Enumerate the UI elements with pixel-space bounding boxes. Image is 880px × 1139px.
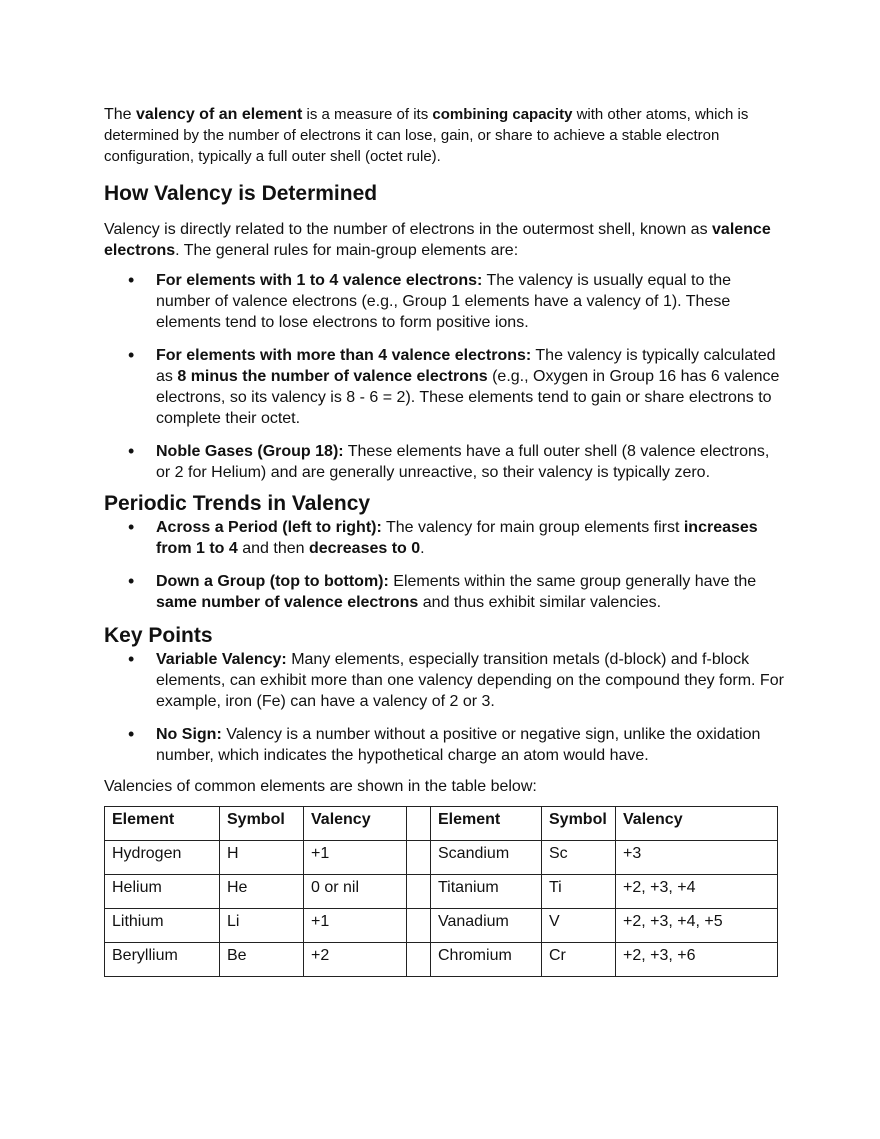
table-row	[105, 943, 778, 977]
heading-key-points: Key Points	[104, 624, 213, 647]
table-cell: Lithium	[105, 909, 220, 943]
table-cell: +2, +3, +4, +5	[616, 909, 778, 943]
table-cell: +1	[304, 909, 407, 943]
table-header-row	[105, 807, 778, 841]
table-cell: +2	[304, 943, 407, 977]
list-item: • For elements with 1 to 4 valence electrons: The valency is usually equal to the number of valence electrons (e.g., Group 1 elements have a valency of 1). These elements tend to lose electrons to form positive ions.	[104, 270, 784, 333]
trends-bullet-list	[104, 517, 784, 613]
table-cell: Hydrogen	[105, 841, 220, 875]
table-cell: Be	[220, 943, 304, 977]
table-cell: Beryllium	[105, 943, 220, 977]
table-cell: +3	[616, 841, 778, 875]
table-cell: Helium	[105, 875, 220, 909]
table-row	[105, 875, 778, 909]
table-cell: Titanium	[431, 875, 542, 909]
table-cell: V	[542, 909, 616, 943]
table-cell: Vanadium	[431, 909, 542, 943]
table-cell: He	[220, 875, 304, 909]
table-cell: Ti	[542, 875, 616, 909]
list-item: • Variable Valency: Many elements, especially transition metals (d-block) and f-block elements, can exhibit more than one valency depending on the compound they form. For example, iron (Fe) can have a valency of 2 or 3.	[104, 649, 784, 712]
table-cell: 0 or nil	[304, 875, 407, 909]
how-paragraph: Valency is directly related to the number of electrons in the outermost shell, known as valence electrons. The general rules for main-group elements are:	[104, 221, 771, 259]
table-cell: Chromium	[431, 943, 542, 977]
list-item: • Across a Period (left to right): The valency for main group elements first increases from 1 to 4 and then decreases to 0.	[104, 517, 784, 559]
table-cell: +1	[304, 841, 407, 875]
col-header-spacer	[407, 807, 431, 841]
table-row	[105, 841, 778, 875]
table-intro: Valencies of common elements are shown in the table below:	[104, 778, 537, 795]
col-header-valency: Valency	[616, 807, 778, 841]
col-header-symbol: Symbol	[542, 807, 616, 841]
how-bullet-list	[104, 270, 784, 483]
table-spacer-cell	[407, 841, 431, 875]
list-item: • No Sign: Valency is a number without a positive or negative sign, unlike the oxidation number, which indicates the hypothetical charge an atom would have.	[104, 724, 784, 766]
table-row	[105, 909, 778, 943]
col-header-symbol: Symbol	[220, 807, 304, 841]
table-cell: Scandium	[431, 841, 542, 875]
list-item: • Down a Group (top to bottom): Elements within the same group generally have the same number of valence electrons and thus exhibit similar valencies.	[104, 571, 784, 613]
table-cell: H	[220, 841, 304, 875]
table-cell: Cr	[542, 943, 616, 977]
table-spacer-cell	[407, 909, 431, 943]
table-spacer-cell	[407, 875, 431, 909]
table-spacer-cell	[407, 943, 431, 977]
heading-periodic-trends: Periodic Trends in Valency	[104, 492, 371, 515]
table-cell: +2, +3, +6	[616, 943, 778, 977]
valency-table	[104, 806, 778, 977]
heading-how-valency-determined: How Valency is Determined	[104, 182, 378, 205]
col-header-element: Element	[431, 807, 542, 841]
col-header-valency: Valency	[304, 807, 407, 841]
table-cell: Sc	[542, 841, 616, 875]
list-item: • Noble Gases (Group 18): These elements have a full outer shell (8 valence electrons, or 2 for Helium) and are generally unreactive, so their valency is typically zero.	[104, 441, 784, 483]
list-item: • For elements with more than 4 valence electrons: The valency is typically calculated as 8 minus the number of valence electrons (e.g., Oxygen in Group 16 has 6 valence electrons, so its valency is 8 - 6 = 2). These elements tend to gain or share electrons to complete their octet.	[104, 345, 784, 429]
table-cell: Li	[220, 909, 304, 943]
intro-paragraph: The valency of an element is a measure of its combining capacity with other atoms, which is determined by the number of electrons it can lose, gain, or share to achieve a stable electron configuration, typically a full outer shell (octet rule).	[104, 106, 749, 165]
col-header-element: Element	[105, 807, 220, 841]
document-body	[104, 104, 784, 977]
table-cell: +2, +3, +4	[616, 875, 778, 909]
key-points-bullet-list	[104, 649, 784, 766]
